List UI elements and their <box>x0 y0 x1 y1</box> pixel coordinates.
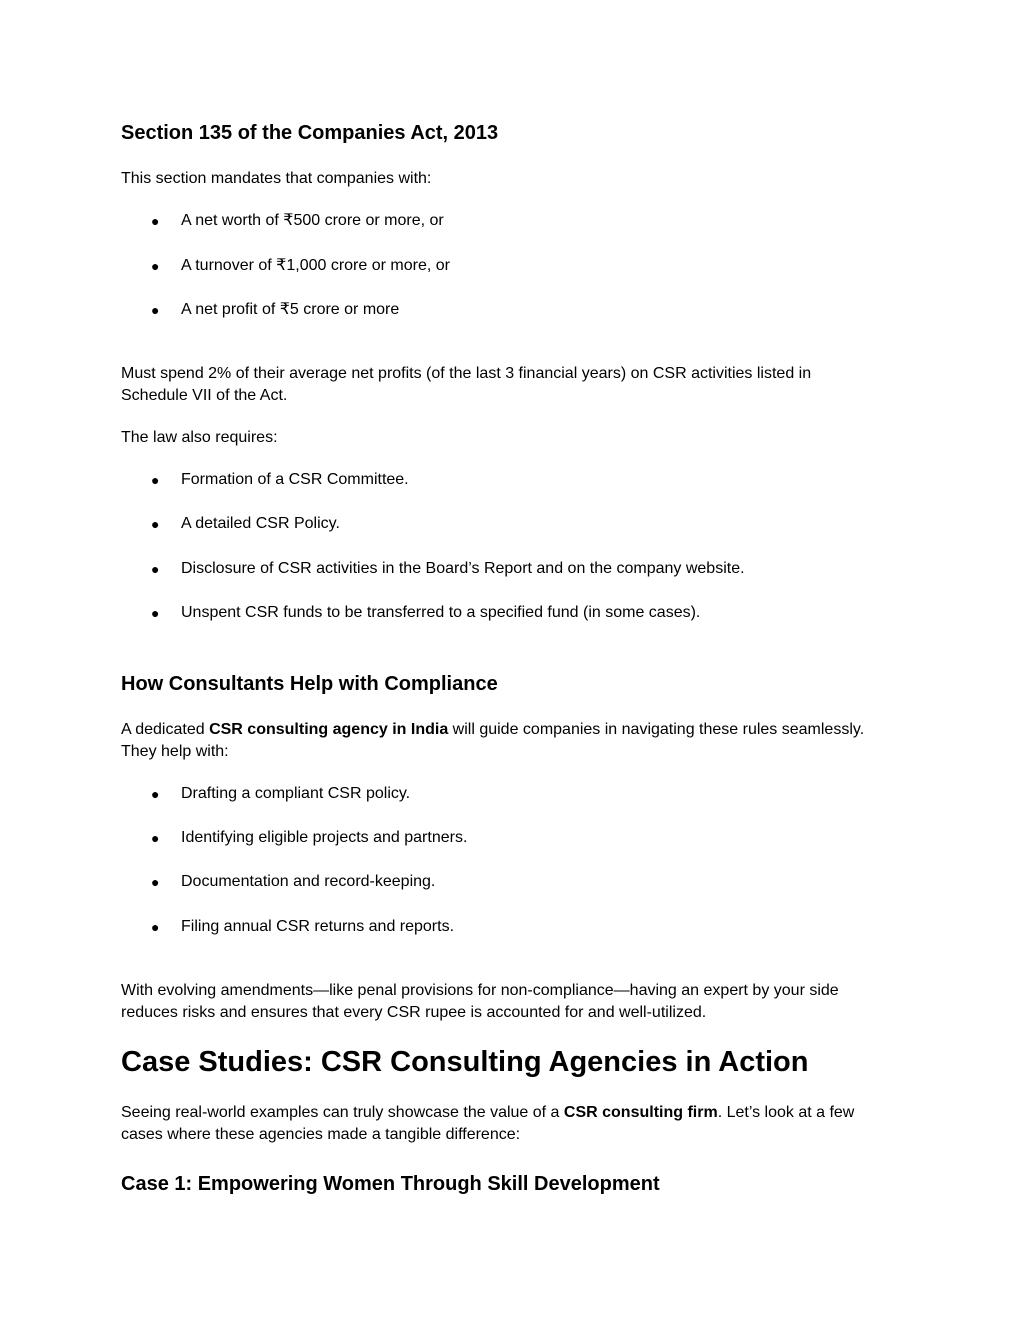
csr-agency-keyword: CSR consulting agency in India <box>209 721 449 738</box>
csr-firm-keyword: CSR consulting firm <box>563 1104 718 1121</box>
list-item-text: A net worth of ₹500 crore or more, or <box>181 212 444 229</box>
list-item-text: Documentation and record-keeping. <box>181 873 436 890</box>
bullet-icon: ● <box>151 302 160 318</box>
spend-paragraph-line: Must spend 2% of their average net profits (of the last 3 financial years) on CSR activities listed in <box>121 365 812 382</box>
consultants-intro-line: They help with: <box>121 743 229 760</box>
closing-paragraph-line: reduces risks and ensures that every CSR rupee is accounted for and well-utilized. <box>121 1004 707 1021</box>
law-intro: The law also requires: <box>121 429 278 446</box>
list-item-text: Drafting a compliant CSR policy. <box>181 785 411 802</box>
section-heading: Case 1: Empowering Women Through Skill Development <box>121 1173 660 1195</box>
bullet-icon: ● <box>151 919 160 935</box>
consultants-intro-suffix: will guide companies in navigating these rules seamlessly. <box>448 721 865 738</box>
consultants-intro-prefix: A dedicated <box>121 721 210 738</box>
bullet-icon: ● <box>151 516 160 532</box>
list-item-text: A net profit of ₹5 crore or more <box>181 301 400 318</box>
case-studies-intro <box>121 1102 911 1124</box>
case-studies-intro-prefix: Seeing real-world examples can truly showcase the value of a <box>121 1104 564 1121</box>
consultants-intro <box>121 719 911 741</box>
bullet-icon: ● <box>151 830 160 846</box>
list-item-text: Unspent CSR funds to be transferred to a specified fund (in some cases). <box>181 604 701 621</box>
closing-paragraph-line: With evolving amendments—like penal provisions for non-compliance—having an expert by your side <box>121 982 839 999</box>
bullet-icon: ● <box>151 786 160 802</box>
bullet-icon: ● <box>151 561 160 577</box>
case-studies-intro-line: cases where these agencies made a tangible difference: <box>121 1126 521 1143</box>
list-item-text: A turnover of ₹1,000 crore or more, or <box>181 257 450 274</box>
section-heading: Section 135 of the Companies Act, 2013 <box>121 122 499 144</box>
list-item-text: Identifying eligible projects and partners. <box>181 829 468 846</box>
list-item-text: Disclosure of CSR activities in the Board’s Report and on the company website. <box>181 560 745 577</box>
bullet-icon: ● <box>151 472 160 488</box>
case-studies-intro-suffix: . Let’s look at a few <box>717 1104 855 1121</box>
page-title: Case Studies: CSR Consulting Agencies in Action <box>121 1046 809 1078</box>
bullet-icon: ● <box>151 258 160 274</box>
bullet-icon: ● <box>151 213 160 229</box>
spend-paragraph-line: Schedule VII of the Act. <box>121 387 288 404</box>
list-item-text: A detailed CSR Policy. <box>181 515 340 532</box>
bullet-icon: ● <box>151 605 160 621</box>
section-heading: How Consultants Help with Compliance <box>121 673 498 695</box>
list-item-text: Filing annual CSR returns and reports. <box>181 918 455 935</box>
bullet-icon: ● <box>151 874 160 890</box>
section-intro: This section mandates that companies with: <box>121 170 432 187</box>
list-item-text: Formation of a CSR Committee. <box>181 471 409 488</box>
